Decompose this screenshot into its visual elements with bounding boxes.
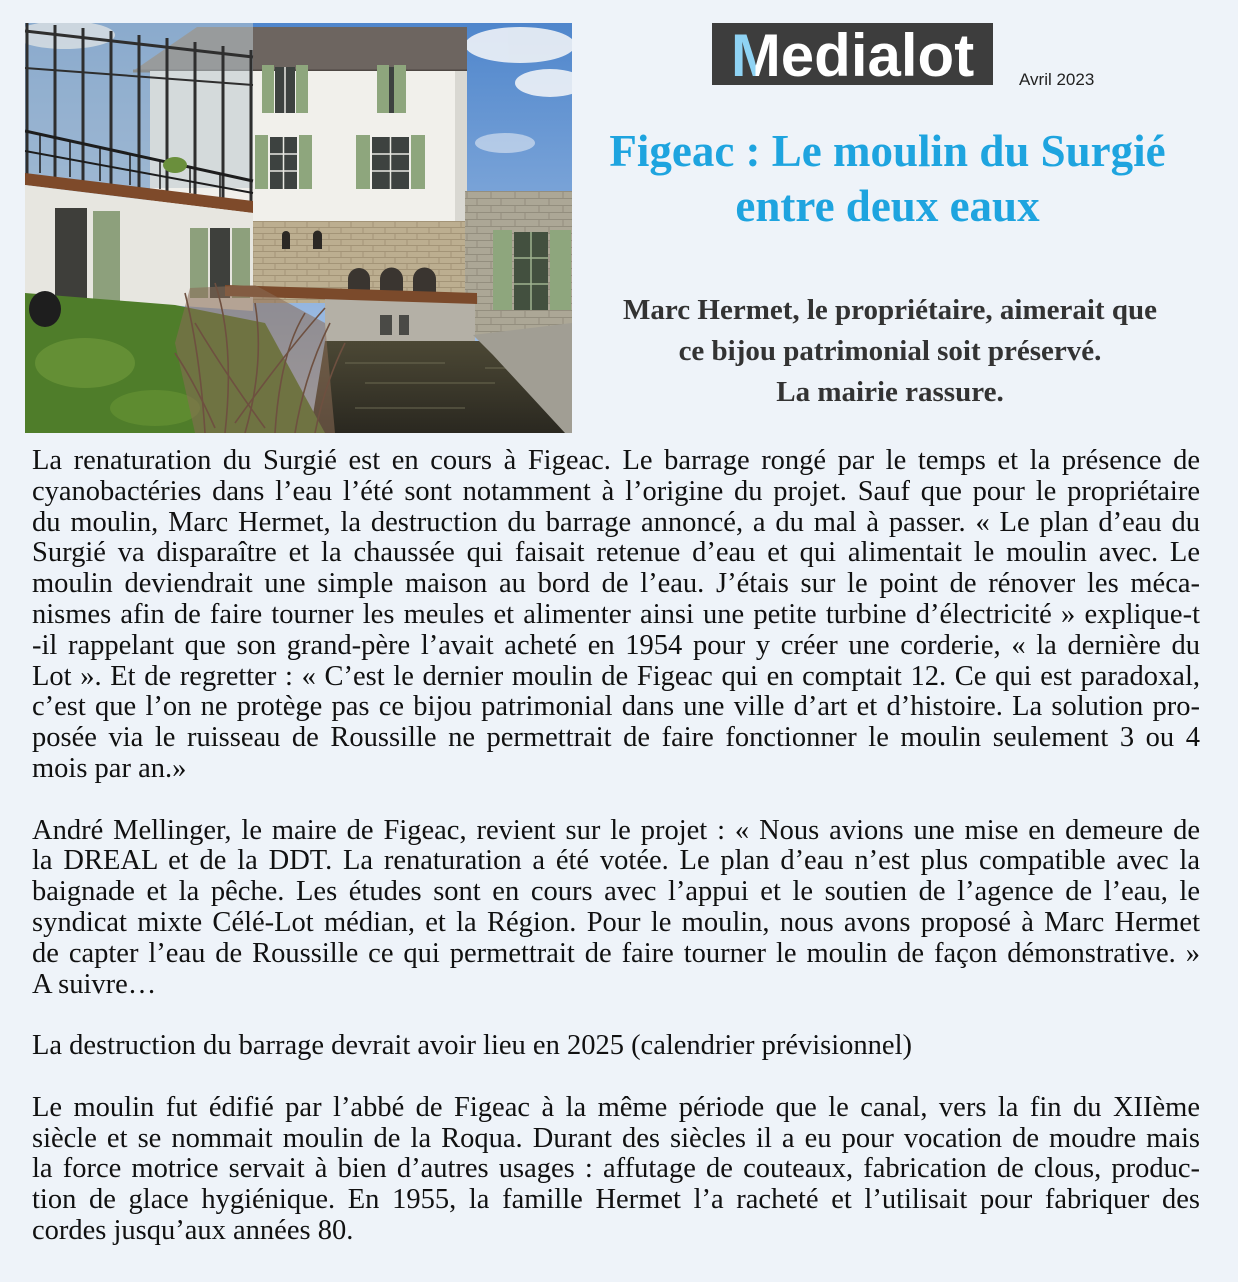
title-line: entre deux eaux [735, 181, 1040, 231]
veranda [25, 23, 253, 213]
body-line: c’est que l’on ne protège pas ce bijou patrimonial dans une ville d’art et d’histoire. La solution pro- [32, 691, 1200, 723]
body-line: mois par an.» [32, 752, 187, 784]
body-line: du moulin, Marc Hermet, la destruction du barrage annoncé, a du mal à passer. « Le plan d’eau du [32, 506, 1200, 538]
body-line: de capter l’eau de Roussille ce qui permettrait de faire tourner le moulin de façon démonstrative. » [32, 937, 1200, 969]
article-photo [25, 23, 572, 433]
paragraph [32, 446, 1200, 785]
body-line: siècle et se nommait moulin de la Roqua. Durant des siècles il a eu pour vocation de moudre mais [32, 1122, 1200, 1154]
paragraph [32, 1093, 1200, 1247]
article-subtitle [610, 290, 1170, 413]
body-line: syndicat mixte Célé-Lot médian, et la Région. Pour le moulin, nous avons proposé à Marc Hermet [32, 906, 1200, 938]
body-line: La renaturation du Surgié est en cours à Figeac. Le barrage rongé par le temps et la présence de [32, 445, 1200, 476]
body-line: cyanobactéries dans l’eau l’été sont notamment à l’origine du projet. Sauf que pour le propriétaire [32, 475, 1200, 507]
title-line: Figeac : Le moulin du Surgié [609, 126, 1166, 176]
medialot-logo [712, 23, 993, 85]
body-line: nismes afin de faire tourner les meules et alimenter ainsi une petite turbine d’électricité » explique-t [32, 598, 1200, 630]
subtitle-line: Marc Hermet, le propriétaire, aimerait que [623, 294, 1157, 326]
body-line: André Mellinger, le maire de Figeac, revient sur le projet : « Nous avions une mise en demeure de [32, 814, 1200, 846]
body-line: baignade et la pêche. Les études sont en cours avec l’appui et le soutien de l’agence de l’eau, le [32, 876, 1200, 908]
body-line: Le moulin fut édifié par l’abbé de Figeac à la même période que le canal, vers la fin du XIIème [32, 1091, 1200, 1123]
body-line: A suivre… [32, 968, 157, 1000]
subtitle-line: ce bijou patrimonial soit préservé. [678, 335, 1102, 367]
publication-date: Avril 2023 [1019, 70, 1095, 89]
body-line: tion de glace hygiénique. En 1955, la famille Hermet l’a racheté et l’utilisait pour fabriquer des [32, 1184, 1200, 1216]
body-line: Lot ». Et de regretter : « C’est le dernier moulin de Figeac qui en comptait 12. Ce qui est paradoxal, [32, 660, 1200, 692]
paragraph [32, 816, 1200, 1001]
subtitle-line: La mairie rassure. [776, 376, 1004, 408]
side-building [465, 191, 572, 336]
body-line: la force motrice servait à bien d’autres usages : affutage de couteaux, fabrication de clous, produc- [32, 1153, 1200, 1185]
body-line: la DREAL et de la DDT. La renaturation a été votée. Le plan d’eau n’est plus compatible avec la [32, 845, 1200, 877]
body-line: cordes jusqu’aux années 80. [32, 1214, 354, 1246]
body-line: moulin deviendrait une simple maison au bord de l’eau. J’étais sur le point de rénover les méca- [32, 568, 1200, 600]
body-line: -il rappelant que son grand-père l’avait acheté en 1954 pour y créer une corderie, « la dernière du [32, 629, 1200, 661]
body-line: posée via le ruisseau de Roussille ne permettrait de faire fonctionner le moulin seulement 3 ou 4 [32, 722, 1200, 754]
article-body [32, 446, 1200, 1247]
article-title [600, 124, 1175, 234]
body-line: Surgié va disparaître et la chaussée qui faisait retenue d’eau et qui alimentait le moulin avec. Le [32, 537, 1200, 569]
paragraph [32, 1031, 1200, 1062]
body-line: La destruction du barrage devrait avoir lieu en 2025 (calendrier prévisionnel) [32, 1030, 912, 1062]
logo-text: Medialot [730, 23, 975, 85]
